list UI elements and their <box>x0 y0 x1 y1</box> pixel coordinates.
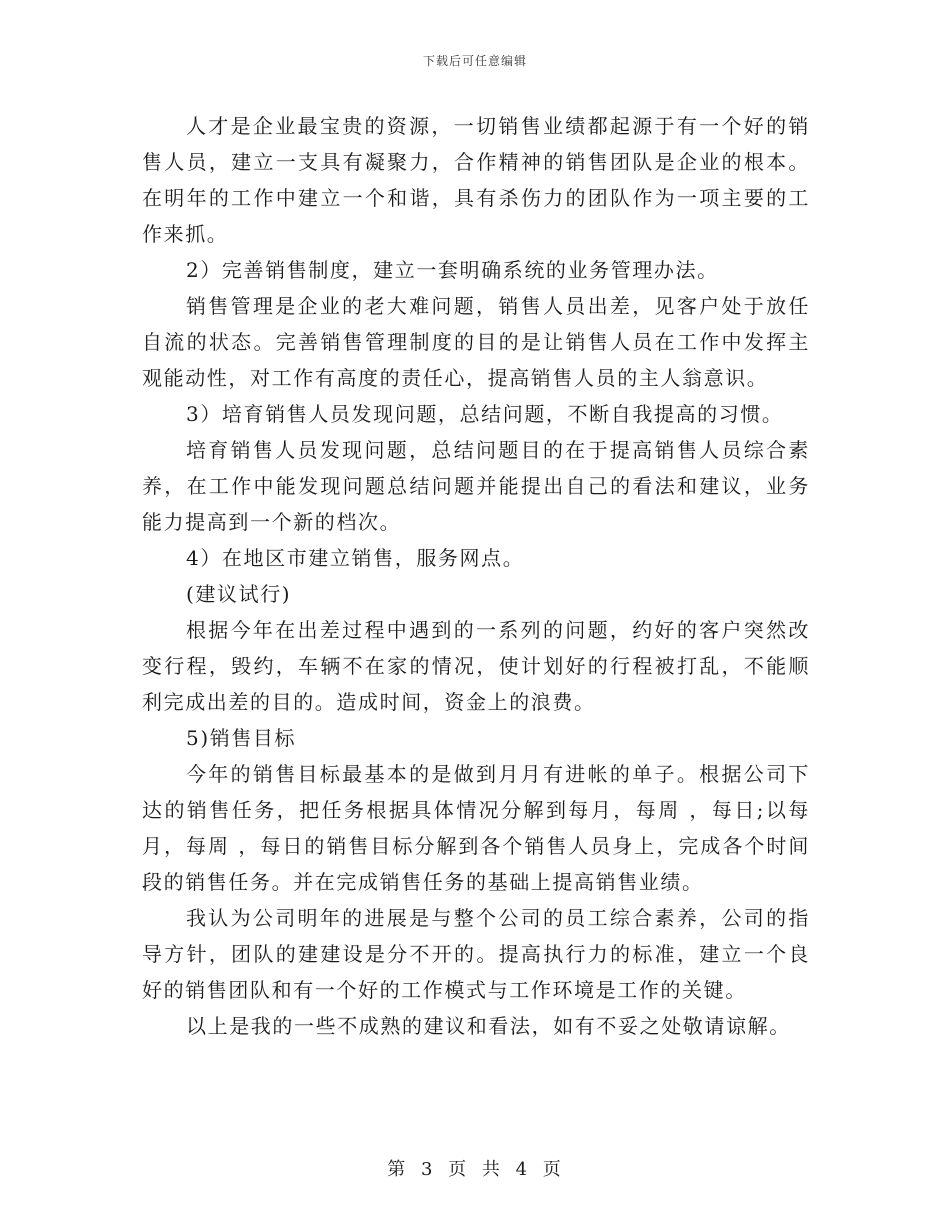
page-number-footer: 第 3 页 共 4 页 <box>387 1159 563 1180</box>
document-body <box>142 108 810 1044</box>
paragraph-closing: 以上是我的一些不成熟的建议和看法，如有不妥之处敬请谅解。 <box>186 1014 791 1038</box>
page-header: 下载后可任意编辑 <box>422 54 527 68</box>
heading-service-outlets: 4）在地区市建立销售，服务网点。 <box>186 546 525 570</box>
paragraph-team-building: 人才是企业最宝贵的资源，一切销售业绩都起源于有一个好的销售人员，建立一支具有凝聚力，合作精神的销售团队是企业的根本。在明年的工作中建立一个和谐，具有杀伤力的团队作为一项主要的工作来抓。 <box>142 114 810 246</box>
paragraph-sales-management: 销售管理是企业的老大难问题，销售人员出差，见客户处于放任自流的状态。完善销售管理制度的目的是让销售人员在工作中发挥主观能动性，对工作有高度的责任心，提高销售人员的主人翁意识。 <box>142 294 810 390</box>
paragraph-company-development: 我认为公司明年的进展是与整个公司的员工综合素养，公司的指导方针，团队的建建设是分不开的。提高执行力的标准，建立一个良好的销售团队和有一个好的工作模式与工作环境是工作的关键。 <box>142 906 810 1002</box>
heading-sales-system: 2）完善销售制度，建立一套明确系统的业务管理办法。 <box>186 258 719 282</box>
heading-problem-solving: 3）培育销售人员发现问题，总结问题，不断自我提高的习惯。 <box>186 402 784 426</box>
paragraph-problem-solving: 培育销售人员发现问题，总结问题目的在于提高销售人员综合素养，在工作中能发现问题总结问题并能提出自己的看法和建议，业务能力提高到一个新的档次。 <box>142 438 810 534</box>
paragraph-sales-target: 今年的销售目标最基本的是做到月月有进帐的单子。根据公司下达的销售任务，把任务根据具体情况分解到每月，每周 ，每日;以每月，每周 ，每日的销售目标分解到各个销售人员身上，完成各个时间段的销售任务。并在完成销售任务的基础上提高销售业绩。 <box>142 762 810 894</box>
paragraph-travel-issues: 根据今年在出差过程中遇到的一系列的问题，约好的客户突然改变行程，毁约，车辆不在家的情况，使计划好的行程被打乱，不能顺利完成出差的目的。造成时间，资金上的浪费。 <box>142 618 810 714</box>
heading-sales-target: 5)销售目标 <box>186 726 297 750</box>
heading-trial-note: (建议试行) <box>186 582 292 606</box>
